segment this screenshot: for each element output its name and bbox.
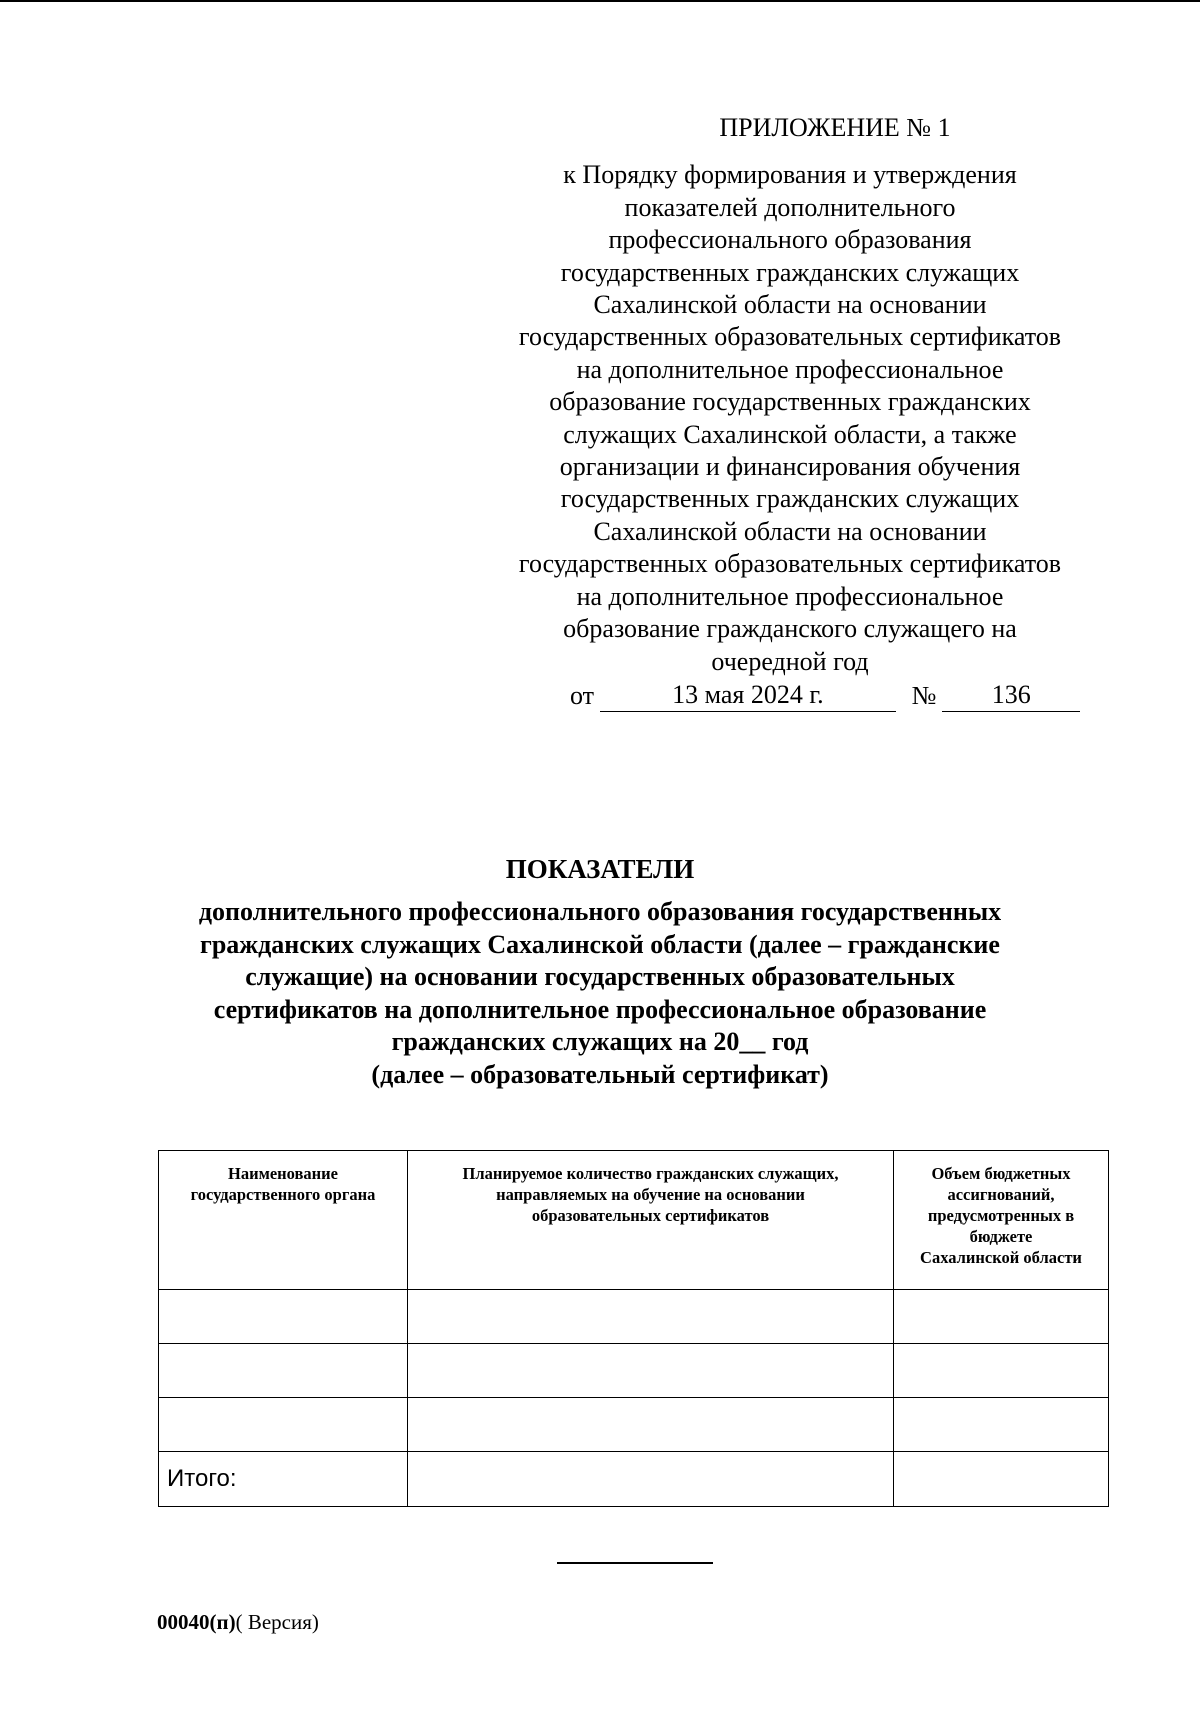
end-divider xyxy=(557,1562,713,1564)
table-cell xyxy=(894,1290,1109,1344)
annex-date-line xyxy=(500,678,1080,712)
table-cell xyxy=(408,1398,894,1452)
document-heading xyxy=(150,852,1050,1091)
table-cell xyxy=(894,1344,1109,1398)
table-total-row xyxy=(159,1452,1109,1507)
date-value: 13 мая 2024 г. xyxy=(600,679,896,712)
total-label: Итого: xyxy=(159,1452,408,1507)
doc-code-number: 00040(п) xyxy=(157,1610,236,1634)
table-header-row xyxy=(159,1151,1109,1290)
annex-title: ПРИЛОЖЕНИЕ № 1 xyxy=(719,113,951,142)
number-value: 136 xyxy=(942,679,1080,712)
table-cell xyxy=(408,1452,894,1507)
table-cell xyxy=(408,1290,894,1344)
table-cell xyxy=(159,1290,408,1344)
number-label: № xyxy=(911,680,937,710)
date-label: от xyxy=(570,680,595,710)
table-row xyxy=(159,1290,1109,1344)
column-header-planned-count: Планируемое количество гражданских служащих, направляемых на обучение на основании образовательных сертификатов xyxy=(408,1151,894,1290)
annex-block xyxy=(500,112,1080,712)
table-cell xyxy=(159,1398,408,1452)
table-row xyxy=(159,1398,1109,1452)
doc-version: ( Версия) xyxy=(235,1610,319,1634)
table-cell xyxy=(408,1344,894,1398)
heading-title: ПОКАЗАТЕЛИ xyxy=(505,854,695,884)
top-border-line xyxy=(0,0,1200,2)
document-code xyxy=(157,1610,319,1635)
table-row xyxy=(159,1344,1109,1398)
column-header-agency: Наименование государственного органа xyxy=(159,1151,408,1290)
table-cell xyxy=(159,1344,408,1398)
column-header-budget: Объем бюджетных ассигнований, предусмотренных в бюджете Сахалинской области xyxy=(894,1151,1109,1290)
indicators-table xyxy=(158,1150,1109,1507)
table-cell xyxy=(894,1398,1109,1452)
heading-subtitle: дополнительного профессионального образования государственных гражданских служащих Сахалинской области (далее – гражданские служащие) на основании государственных образовательных сертификатов на дополнительное профессиональное образование гражданских служащих на 20__ год (далее – образовательный сертификат) xyxy=(198,897,1002,1089)
annex-basis-text: к Порядку формирования и утверждения показателей дополнительного профессионального образования государственных гражданских служащих Сахалинской области на основании государственных образовательных сертификатов на дополнительное профессиональное образование государственных гражданских служащих Сахалинской области, а также организации и финансирования обучения государственных гражданских служащих Сахалинской области на основании государственных образовательных сертификатов на дополнительное профессиональное образование гражданского служащего на очередной год xyxy=(518,160,1062,676)
table-cell xyxy=(894,1452,1109,1507)
